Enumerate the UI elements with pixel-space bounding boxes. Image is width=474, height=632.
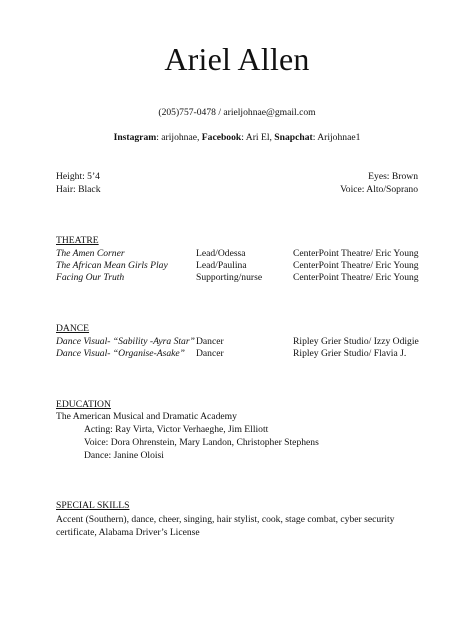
- voice-stat: Voice: Alto/Soprano: [340, 184, 418, 195]
- skills-text: Accent (Southern), dance, cheer, singing, hair stylist, cook, stage combat, cyber security certificate, Alabama Driver’s License: [56, 514, 395, 538]
- credit-venue: Ripley Grier Studio/ Izzy Odigie: [293, 336, 419, 347]
- credit-venue: CenterPoint Theatre/ Eric Young: [293, 248, 419, 259]
- facebook-handle: : Ari El,: [241, 132, 275, 143]
- eyes-stat: Eyes: Brown: [368, 171, 418, 182]
- credit-role: Lead/Odessa: [196, 248, 246, 259]
- theatre-heading: THEATRE: [56, 235, 99, 246]
- credit-role: Supporting/nurse: [196, 272, 263, 283]
- facebook-label: Facebook: [201, 132, 242, 143]
- theatre-row: [56, 248, 426, 260]
- credit-role: Lead/Paulina: [196, 260, 247, 271]
- credit-role: Dancer: [196, 336, 224, 347]
- credit-work: The African Mean Girls Play: [56, 260, 168, 271]
- stats-row-2: [56, 184, 418, 196]
- credit-work: Dance Visual- “Organise-Asake”: [56, 348, 185, 359]
- credit-role: Dancer: [196, 348, 224, 359]
- education-acting: Acting: Ray Virta, Victor Verhaeghe, Jim Elliott: [84, 424, 269, 435]
- skills-heading: SPECIAL SKILLS: [56, 500, 130, 511]
- height-stat: Height: 5’4: [56, 171, 100, 182]
- theatre-row: [56, 272, 426, 284]
- education-heading: EDUCATION: [56, 399, 111, 410]
- education-school: The American Musical and Dramatic Academy: [56, 411, 237, 422]
- contact-line: (205)757-0478 / arieljohnae@gmail.com: [158, 107, 316, 118]
- social-media-line: [0, 132, 474, 144]
- snapchat-handle: : Arijohnae1: [312, 132, 361, 143]
- dance-row: [56, 336, 426, 348]
- snapchat-label: Snapchat: [274, 132, 313, 143]
- education-dance: Dance: Janine Oloisi: [84, 450, 164, 461]
- resume-name: Ariel Allen: [164, 41, 310, 77]
- education-voice: Voice: Dora Ohrenstein, Mary Landon, Christopher Stephens: [84, 437, 319, 448]
- credit-venue: CenterPoint Theatre/ Eric Young: [293, 260, 419, 271]
- credit-work: Dance Visual- “Sability -Ayra Star”: [56, 336, 195, 347]
- credit-work: Facing Our Truth: [56, 272, 125, 283]
- instagram-label: Instagram: [113, 132, 157, 143]
- dance-heading: DANCE: [56, 323, 90, 334]
- theatre-row: [56, 260, 426, 272]
- stats-row-1: [56, 171, 418, 183]
- credit-venue: Ripley Grier Studio/ Flavia J.: [293, 348, 407, 359]
- credit-work: The Amen Corner: [56, 248, 125, 259]
- dance-row: [56, 348, 426, 360]
- instagram-handle: : arijohnae,: [156, 132, 202, 143]
- hair-stat: Hair: Black: [56, 184, 101, 195]
- credit-venue: CenterPoint Theatre/ Eric Young: [293, 272, 419, 283]
